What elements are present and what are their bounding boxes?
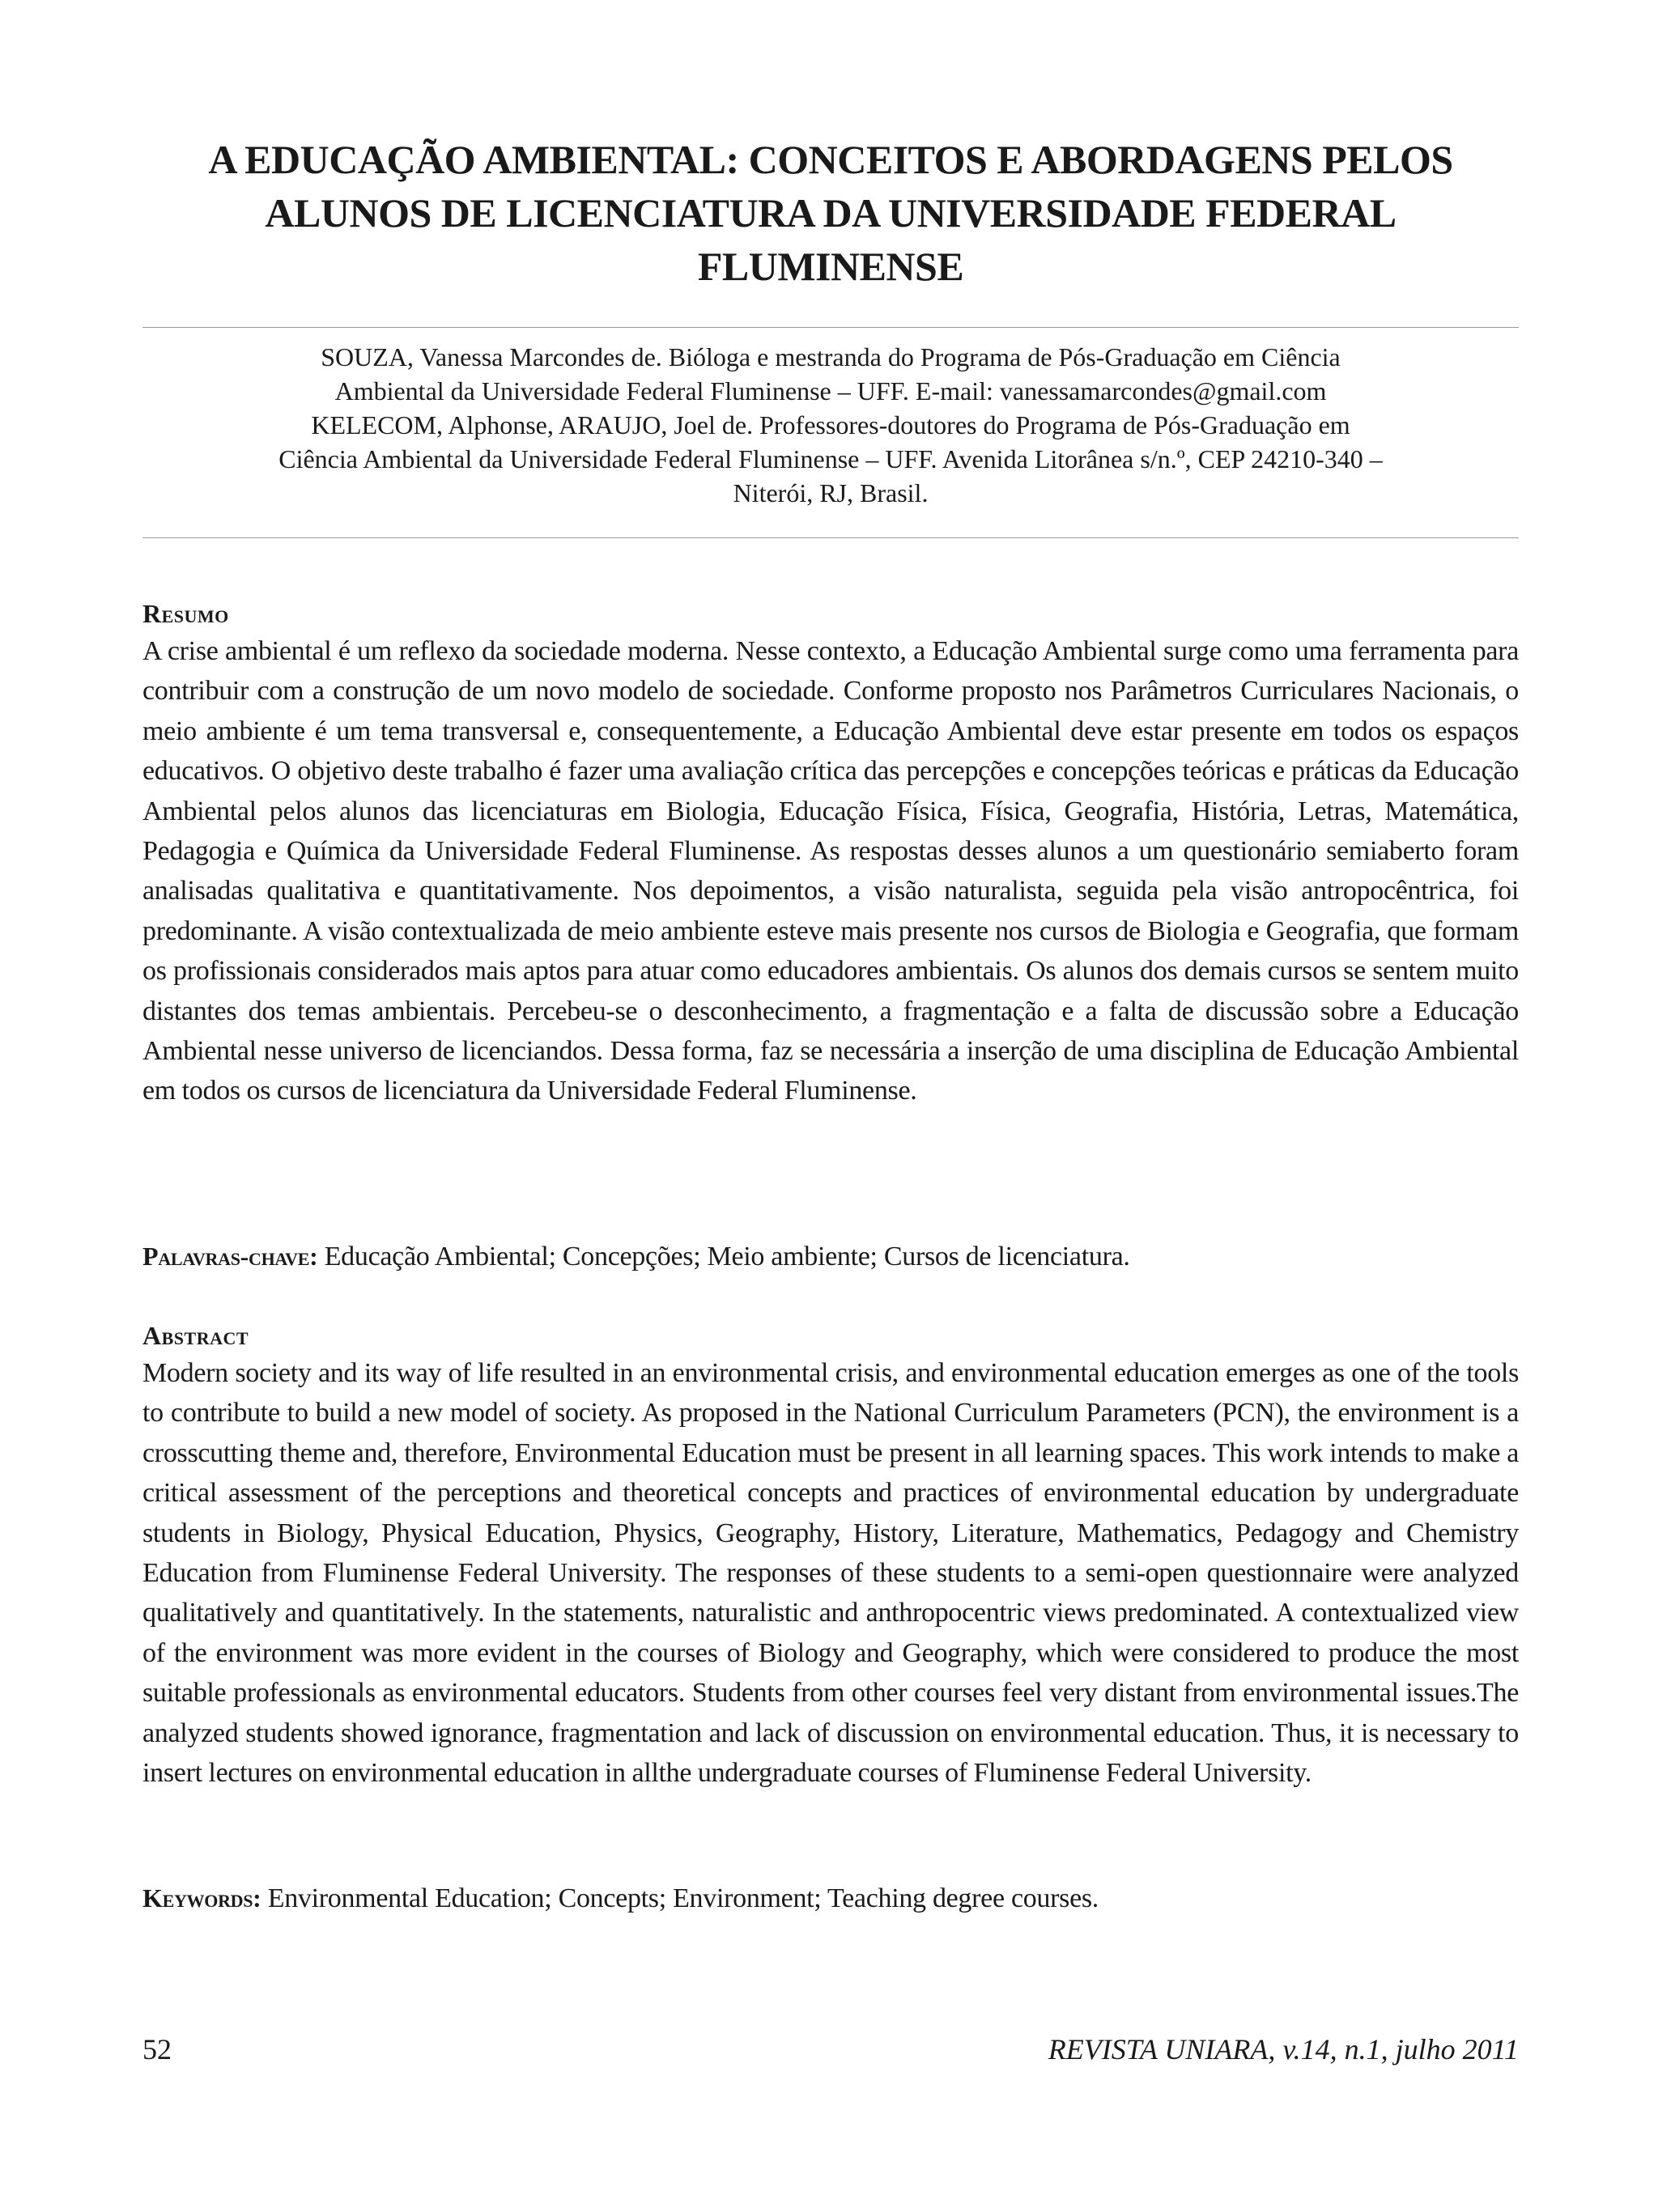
abstract-section: [142, 1319, 1519, 1793]
palavras-chave-text: Educação Ambiental; Concepções; Meio ambiente; Cursos de licenciatura.: [317, 1242, 1130, 1272]
paper-title: [142, 133, 1519, 293]
palavras-chave-label: Palavras-chave: [142, 1242, 310, 1271]
resumo-heading: Resumo: [142, 599, 229, 628]
author-line-1: SOUZA, Vanessa Marcondes de. Bióloga e mestranda do Programa de Pós-Graduação em Ciência: [321, 342, 1341, 371]
keywords-text: Environmental Education; Concepts; Environment; Teaching degree courses.: [261, 1883, 1099, 1913]
keywords-line: [142, 1880, 1519, 1917]
journal-citation: REVISTA UNIARA, v.14, n.1, julho 2011: [1048, 2033, 1519, 2066]
author-line-3: KELECOM, Alphonse, ARAUJO, Joel de. Professores-doutores do Programa de Pós-Graduação em: [311, 410, 1350, 439]
author-line-4: Ciência Ambiental da Universidade Federal Fluminense – UFF. Avenida Litorânea s/n.º, CEP 24210-340 –: [278, 444, 1383, 473]
author-line-5: Niterói, RJ, Brasil.: [733, 478, 929, 507]
divider-top: [142, 327, 1519, 328]
palavras-chave-line: [142, 1238, 1519, 1275]
title-line-2: ALUNOS DE LICENCIATURA DA UNIVERSIDADE FEDERAL: [265, 190, 1397, 236]
title-line-3: FLUMINENSE: [697, 244, 964, 289]
page-number: 52: [142, 2033, 172, 2066]
author-line-2: Ambiental da Universidade Federal Fluminense – UFF. E-mail: vanessamarcondes@gmail.com: [334, 376, 1327, 405]
resumo-section: [142, 597, 1519, 1111]
title-line-1: A EDUCAÇÃO AMBIENTAL: CONCEITOS E ABORDAGENS PELOS: [208, 137, 1453, 182]
author-affiliations: [142, 340, 1519, 510]
palavras-chave-separator: :: [309, 1242, 318, 1271]
divider-bottom: [142, 537, 1519, 538]
abstract-body: Modern society and its way of life resulted in an environmental crisis, and environmental education emerges as one of the tools to contribute to build a new model of society. As proposed in the National Curriculum Parameters (PCN), the environment is a crosscutting theme and, therefore, Environmental Education must be present in all learning spaces. This work intends to make a critical assessment of the perceptions and theoretical concepts and practices of environmental education by undergraduate students in Biology, Physical Education, Physics, Geography, History, Literature, Mathematics, Pedagogy and Chemistry Education from Fluminense Federal University. The responses of these students to a semi-open questionnaire were analyzed qualitatively and quantitatively. In the statements, naturalistic and anthropocentric views predominated. A contextualized view of the environment was more evident in the courses of Biology and Geography, which were considered to produce the most suitable professionals as environmental educators. Students from other courses feel very distant from environmental issues.The analyzed students showed ignorance, fragmentation and lack of discussion on environmental education. Thus, it is necessary to insert lectures on environmental education in allthe undergraduate courses of Fluminense Federal University.: [142, 1358, 1519, 1789]
abstract-heading: Abstract: [142, 1321, 249, 1350]
keywords-label: Keywords:: [142, 1883, 261, 1913]
resumo-body: A crise ambiental é um reflexo da sociedade moderna. Nesse contexto, a Educação Ambiental surge como uma ferramenta para contribuir com a construção de um novo modelo de sociedade. Conforme proposto nos Parâmetros Curriculares Nacionais, o meio ambiente é um tema transversal e, consequentemente, a Educação Ambiental deve estar presente em todos os espaços educativos. O objetivo deste trabalho é fazer uma avaliação crítica das percepções e concepções teóricas e práticas da Educação Ambiental pelos alunos das licenciaturas em Biologia, Educação Física, Física, Geografia, História, Letras, Matemática, Pedagogia e Química da Universidade Federal Fluminense. As respostas desses alunos a um questionário semiaberto foram analisadas qualitativa e quantitativamente. Nos depoimentos, a visão naturalista, seguida pela visão antropocêntrica, foi predominante. A visão contextualizada de meio ambiente esteve mais presente nos cursos de Biologia e Geografia, que formam os profissionais considerados mais aptos para atuar como educadores ambientais. Os alunos dos demais cursos se sentem muito distantes dos temas ambientais. Percebeu-se o desconhecimento, a fragmentação e a falta de discussão sobre a Educação Ambiental nesse universo de licenciandos. Dessa forma, faz se necessária a inserção de uma disciplina de Educação Ambiental em todos os cursos de licenciatura da Universidade Federal Fluminense.: [142, 636, 1519, 1106]
